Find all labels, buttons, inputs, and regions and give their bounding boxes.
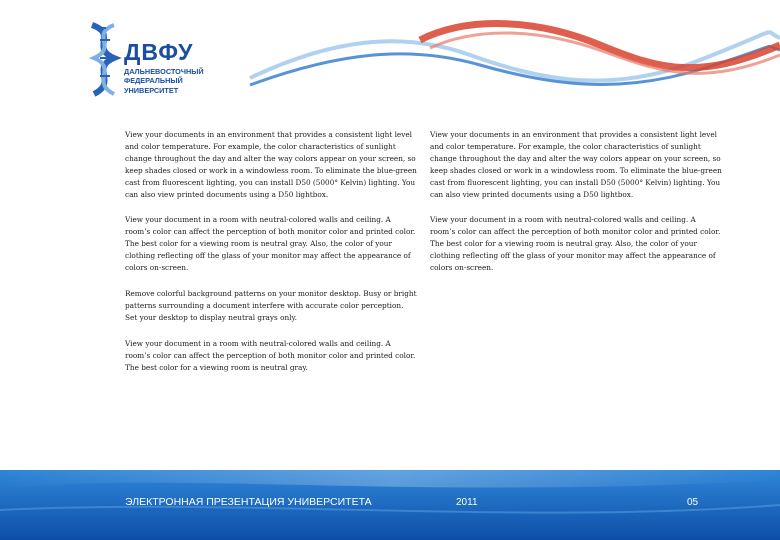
logo-subtitle-line: ФЕДЕРАЛЬНЫЙ: [124, 76, 183, 86]
ribbon-red: [420, 24, 780, 68]
paragraph: View your document in a room with neutral-colored walls and ceiling. A room’s color can affect the perception of both monitor color and printed color. The best color for a viewing room is neutral gray. Also, the color of your clothing reflecting off the glass of your monitor may affect the appearance of colors on-screen.: [430, 215, 721, 273]
footer-year: 2011: [456, 497, 478, 508]
paragraph: View your document in a room with neutral-colored walls and ceiling. A room’s color can affect the perception of both monitor color and printed color. The best color for a viewing room is neutral gray.: [125, 338, 416, 372]
logo-subtitle: [124, 67, 204, 95]
paragraph: Remove colorful background patterns on your monitor desktop. Busy or bright patterns surrounding a document interfere with accurate color perception. Set your desktop to display neutral grays only.: [125, 288, 417, 322]
logo-name: ДВФУ: [124, 39, 194, 65]
footer-title: ЭЛЕКТРОННАЯ ПРЕЗЕНТАЦИЯ УНИВЕРСИТЕТА: [125, 496, 372, 508]
ribbon-red-thin: [430, 33, 780, 73]
footer-background: [0, 470, 780, 540]
paragraph: View your documents in an environment that provides a consistent light level and color temperature. For example, the color characteristics of sunlight change throughout the day and alter the way colors appear on your screen, so keep shades closed or work in a windowless room. To eliminate the blue-green cast from fluorescent lighting, you can install D50 (5000° Kelvin) lighting. You can also view printed documents using a D50 lightbox.: [125, 130, 417, 199]
logo-subtitle-line: ДАЛЬНЕВОСТОЧНЫЙ: [124, 67, 204, 76]
paragraph: View your documents in an environment that provides a consistent light level and color temperature. For example, the color characteristics of sunlight change throughout the day and alter the way colors appear on your screen, so keep shades closed or work in a windowless room. To eliminate the blue-green cast from fluorescent lighting, you can install D50 (5000° Kelvin) lighting. You can also view printed documents using a D50 lightbox.: [430, 130, 722, 199]
paragraph: View your document in a room with neutral-colored walls and ceiling. A room’s color can affect the perception of both monitor color and printed color. The best color for a viewing room is neutral gray. Also, the color of your clothing reflecting off the glass of your monitor may affect the appearance of colors on-screen.: [125, 215, 416, 273]
logo-subtitle-line: УНИВЕРСИТЕТ: [124, 85, 179, 95]
footer-bar: [0, 470, 780, 540]
left-text-column: [125, 129, 417, 387]
right-text-column: [430, 129, 722, 288]
page-number: 05: [687, 497, 699, 508]
